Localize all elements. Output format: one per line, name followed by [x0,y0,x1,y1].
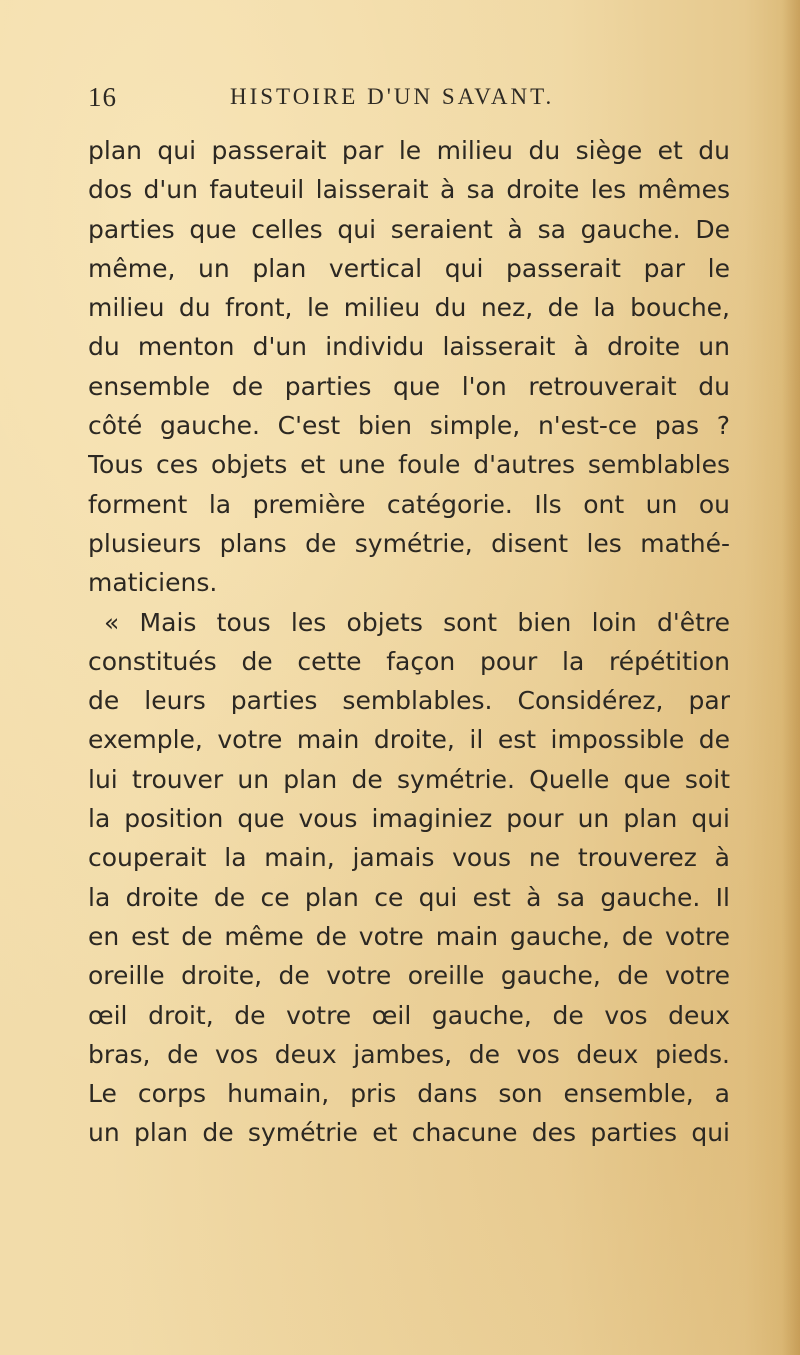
text-line: dos d'un fauteuil laisserait à sa droite les mêmes [88,175,730,205]
text-line: milieu du front, le milieu du nez, de la bouche, [88,293,730,323]
text-line: ensemble de parties que l'on retrouverait du [88,371,730,401]
text-line: maticiens. [88,568,218,598]
running-title: HISTOIRE D'UN SAVANT. [230,84,555,109]
text-line: Tous ces objets et une foule d'autres semblables [88,450,730,480]
text-line: « Mais tous les objets sont bien loin d'être [104,607,730,637]
text-line: couperait la main, jamais vous ne trouverez à [88,843,730,873]
text-line: de leurs parties semblables. Considérez, par [88,686,730,716]
text-line: un plan de symétrie et chacune des parties qui [88,1118,730,1148]
text-line: oreille droite, de votre oreille gauche, de votre [88,961,730,991]
text-line: plusieurs plans de symétrie, disent les mathé- [88,528,730,558]
text-line: parties que celles qui seraient à sa gauche. De [88,214,730,244]
text-line: exemple, votre main droite, il est impossible de [88,725,730,755]
text-line: du menton d'un individu laisserait à droite un [88,332,730,362]
text-line: bras, de vos deux jambes, de vos deux pieds. [88,1039,730,1069]
body-text [88,131,730,1153]
text-line: en est de même de votre main gauche, de votre [88,921,730,951]
page-edge-shadow [782,0,800,1355]
text-line: lui trouver un plan de symétrie. Quelle que soit [88,764,730,794]
page-number: 16 [88,82,117,112]
text-line: côté gauche. C'est bien simple, n'est-ce pas ? [88,411,730,441]
text-line: plan qui passerait par le milieu du siège et du [88,136,730,165]
text-line: Le corps humain, pris dans son ensemble, a [88,1079,730,1109]
text-line: constitués de cette façon pour la répétition [88,646,730,676]
page-header [88,82,728,118]
text-line: même, un plan vertical qui passerait par le [88,253,730,283]
text-line: œil droit, de votre œil gauche, de vos deux [88,1000,730,1030]
text-line: la position que vous imaginiez pour un plan qui [88,804,730,834]
text-line: la droite de ce plan ce qui est à sa gauche. Il [88,882,730,912]
text-line: forment la première catégorie. Ils ont un ou [88,489,730,519]
